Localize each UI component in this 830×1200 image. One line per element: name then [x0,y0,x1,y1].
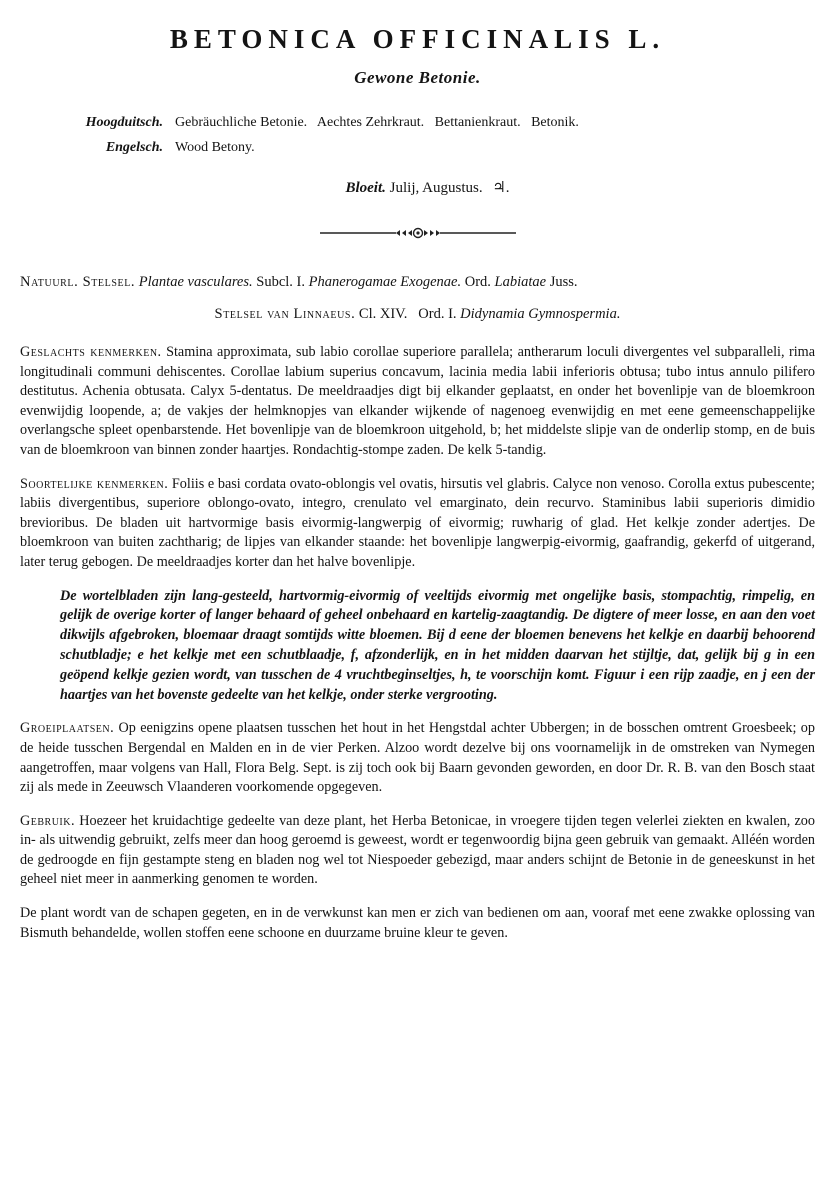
common-names [38,110,815,160]
name-text: Gebräuchliche Betonie. Aechtes Zehrkraut. Bettanienkraut. Betonik. [175,115,579,130]
name-row-english [38,135,815,160]
page-subtitle: Gewone Betonie. [354,68,481,87]
natural-system-line [20,271,815,293]
species-text: Foliis e basi cordata ovato-oblongis vel ovatis, hirsutis vel glabris. Calyce non venoso. Corolla extus pubescente; labiis divergentibus, superiore oblongo-ovato, integro, crenulato vel emarginato, dein recurvo. Staminibus labii superioris dimidio brevioribus. De bladen uit hartvormige basis eivormig-langwerpig of eivormig; ruwharig of glad. Het kelkje zonder adertjes. De bloemkroon van buiten zachtharig; de lipjes van elkander staande: het bovenlipje langwerpig-eivormig, gaafrandig, gekerfd of uitgerand, later terug gebogen. De meeldraadjes korter dan het halve bovenlipje. [20,475,815,570]
page-title: BETONICA OFFICINALIS L. [169,24,666,54]
perennial-symbol: ♃. [492,180,510,196]
ornament-divider-icon [20,225,815,239]
natural-class: Plantae vasculares. [138,274,253,290]
name-row-german [38,110,815,135]
habitat-section [20,719,815,797]
linnaeus-system-line [20,303,815,325]
genus-text: Stamina approximata, sub labio corollae superiore parallela; antherarum loculi divergentes vel subparalleli, rima longitudinali communi dehiscentes. Corollae labium superius concavum, lacinia media labii inferioris obtusa; tubo intus annulo pilifero destitutus. Achenia obtusata. Calyx 5-dentatus. De meeldraadjes digt bij elkander geplaatst, en onder het bovenlipje van de bloemkroon evenwijdig loopende, a; de vakjes der helmknopjes van elkander wijkende of nagenoeg evenwijdig en met eene gemeenschappelijke overlangsche spleet openbarstende. Het bovenlipje van de bloemkroon uitgehold, b; het middelste slipje van de onderlip stomp, en de buis van de bloemkroon van binnen zonder haartjes. Rondachtig-stompe zaden. De kelk 5-tandig. [20,344,815,458]
name-text: Wood Betony. [175,140,255,155]
natural-subclass: Subcl. I. [256,274,305,290]
linnaeus-system-label: Stelsel van Linnaeus. [214,306,356,322]
natural-order-label: Ord. [464,274,491,290]
plate-description: De wortelbladen zijn lang-gesteeld, hartvormig-eivormig of veeltijds eivormig met ongelijke basis, stompachtig, rimpelig, en gelijk de overige korter of langer behaard of geheel onbehaard en kartelig-zaagtandig. De digtere of meer losse, en aan den voet dikwijls afgebroken, bloemaar draagt somtijds witte bloemen. Bij d eene der bloemen benevens het kelkje en daarbij behoorend schutbladje; e het kelkje met een schutblaadje, f, afzonderlijk, en in het midden daarvan het stijltje, dat, gelijk bij g in een geöpend kelkje gezien wordt, van tusschen de 4 vruchtbeginseltjes, h, te voorschijn komt. Figuur i een rijp zaadje, en j een der haartjes van het bovenste gedeelte van het kelkje, onder sterke vergrooting. [60,587,815,703]
natural-system-label: Natuurl. Stelsel. [20,274,136,290]
genus-label: Geslachts kenmerken. [20,344,162,360]
bloom-label: Bloeit. [345,180,386,196]
closing-paragraph: De plant wordt van de schapen gegeten, en in de verwkunst kan men er zich van bedienen om aan, vooraf met eene zwakke oplossing van Bismuth behandelde, wollen stoffen eene schoone en duurzame bruine kleur te geven. [20,905,815,941]
linnaeus-order: Didynamia Gymnospermia. [460,306,621,322]
species-characters [20,475,815,573]
page [20,22,815,943]
use-text: Hoezeer het kruidachtige gedeelte van deze plant, het Herba Betonicae, in vroegere tijden tegen velerlei ziekten en kwalen, zoo in- als uitwendig gebruikt, zelfs meer dan hoog geroemd is geweest, wordt er tegenwoordig bijna geen gebruik van gemaakt. Alléén worden de gedroogde en fijn gestampte steng en bladen nog wel tot Niespoeder gebezigd, maar anders schijnt de Betonie in de geneeskunst in het geheel niet meer in aanmerking genomen te worden. [20,812,815,888]
name-language: Engelsch. [105,140,163,155]
species-label: Soortelijke kenmerken. [20,475,169,492]
linnaeus-class: Cl. XIV. Ord. I. [358,306,457,322]
bloom-months: Julij, Augustus. [389,180,483,196]
name-language: Hoogduitsch. [85,115,163,130]
habitat-text: Op eenigzins opene plaatsen tusschen het hout in het Hengstdal achter Ubbergen; in de bosschen omtrent Groesbeek; op de heide tusschen Bergendal en Malden en in de vier Perken. Alzoo wordt dezelve bij ons voornamelijk in de omstreken van Nymegen aangetroffen, maar volgens van Hall, Flora Belg. Sept. is zij toch ook bij Baarn gevonden geworden, en door Dr. R. B. van den Bosch staat zij als mede in Zeeuwsch Vlaanderen voorkomende opgegeven. [20,720,815,796]
bloom-line [40,178,815,197]
use-label: Gebruik. [20,812,76,829]
habitat-label: Groeiplaatsen. [20,720,115,737]
genus-characters [20,343,815,461]
use-section [20,812,815,890]
natural-order: Labiatae [494,274,547,290]
natural-author: Juss. [549,274,578,290]
natural-subclass-name: Phanerogamae Exogenae. [308,274,462,290]
